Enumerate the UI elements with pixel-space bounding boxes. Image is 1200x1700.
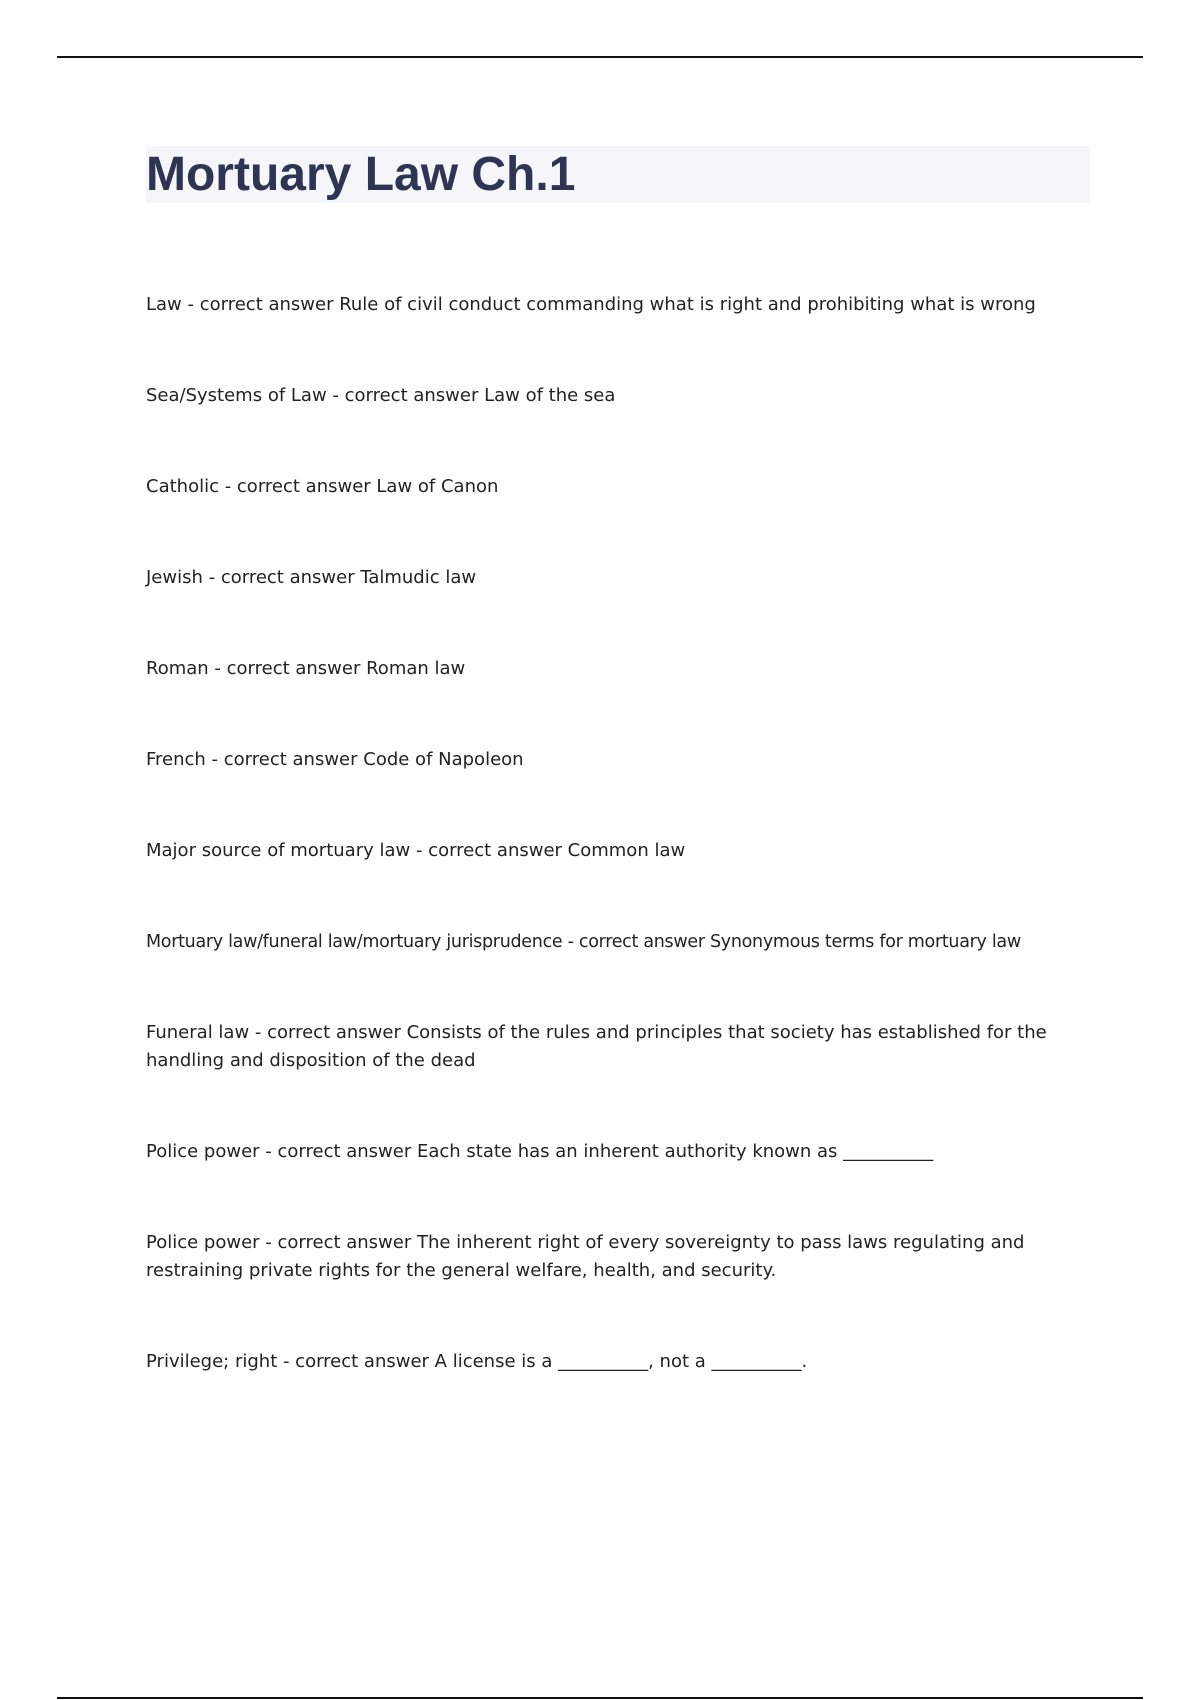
flashcard-entry: Major source of mortuary law - correct answer Common law bbox=[146, 840, 686, 861]
bottom-rule bbox=[57, 1697, 1143, 1699]
flashcard-entry: Sea/Systems of Law - correct answer Law of the sea bbox=[146, 385, 616, 406]
document-title: Mortuary Law Ch.1 bbox=[146, 148, 576, 201]
flashcard-entry: Catholic - correct answer Law of Canon bbox=[146, 476, 499, 497]
flashcard-entry: Funeral law - correct answer Consists of the rules and principles that society has established for the handling and disposition of the dead bbox=[146, 1022, 1047, 1071]
flashcard-list bbox=[146, 291, 1096, 1439]
flashcard-entry: Jewish - correct answer Talmudic law bbox=[146, 567, 477, 588]
flashcard-entry: Mortuary law/funeral law/mortuary jurisprudence - correct answer Synonymous terms for mortuary law bbox=[146, 932, 1021, 952]
top-rule bbox=[57, 56, 1143, 58]
flashcard-entry: Police power - correct answer Each state has an inherent authority known as __________ bbox=[146, 1141, 934, 1162]
flashcard-entry: Police power - correct answer The inherent right of every sovereignty to pass laws regulating and restraining private rights for the general welfare, health, and security. bbox=[146, 1232, 1025, 1281]
flashcard-entry: Privilege; right - correct answer A license is a __________, not a __________. bbox=[146, 1351, 808, 1372]
flashcard-entry: French - correct answer Code of Napoleon bbox=[146, 749, 524, 770]
flashcard-entry: Roman - correct answer Roman law bbox=[146, 658, 466, 679]
flashcard-entry: Law - correct answer Rule of civil conduct commanding what is right and prohibiting what is wrong bbox=[146, 294, 1036, 315]
